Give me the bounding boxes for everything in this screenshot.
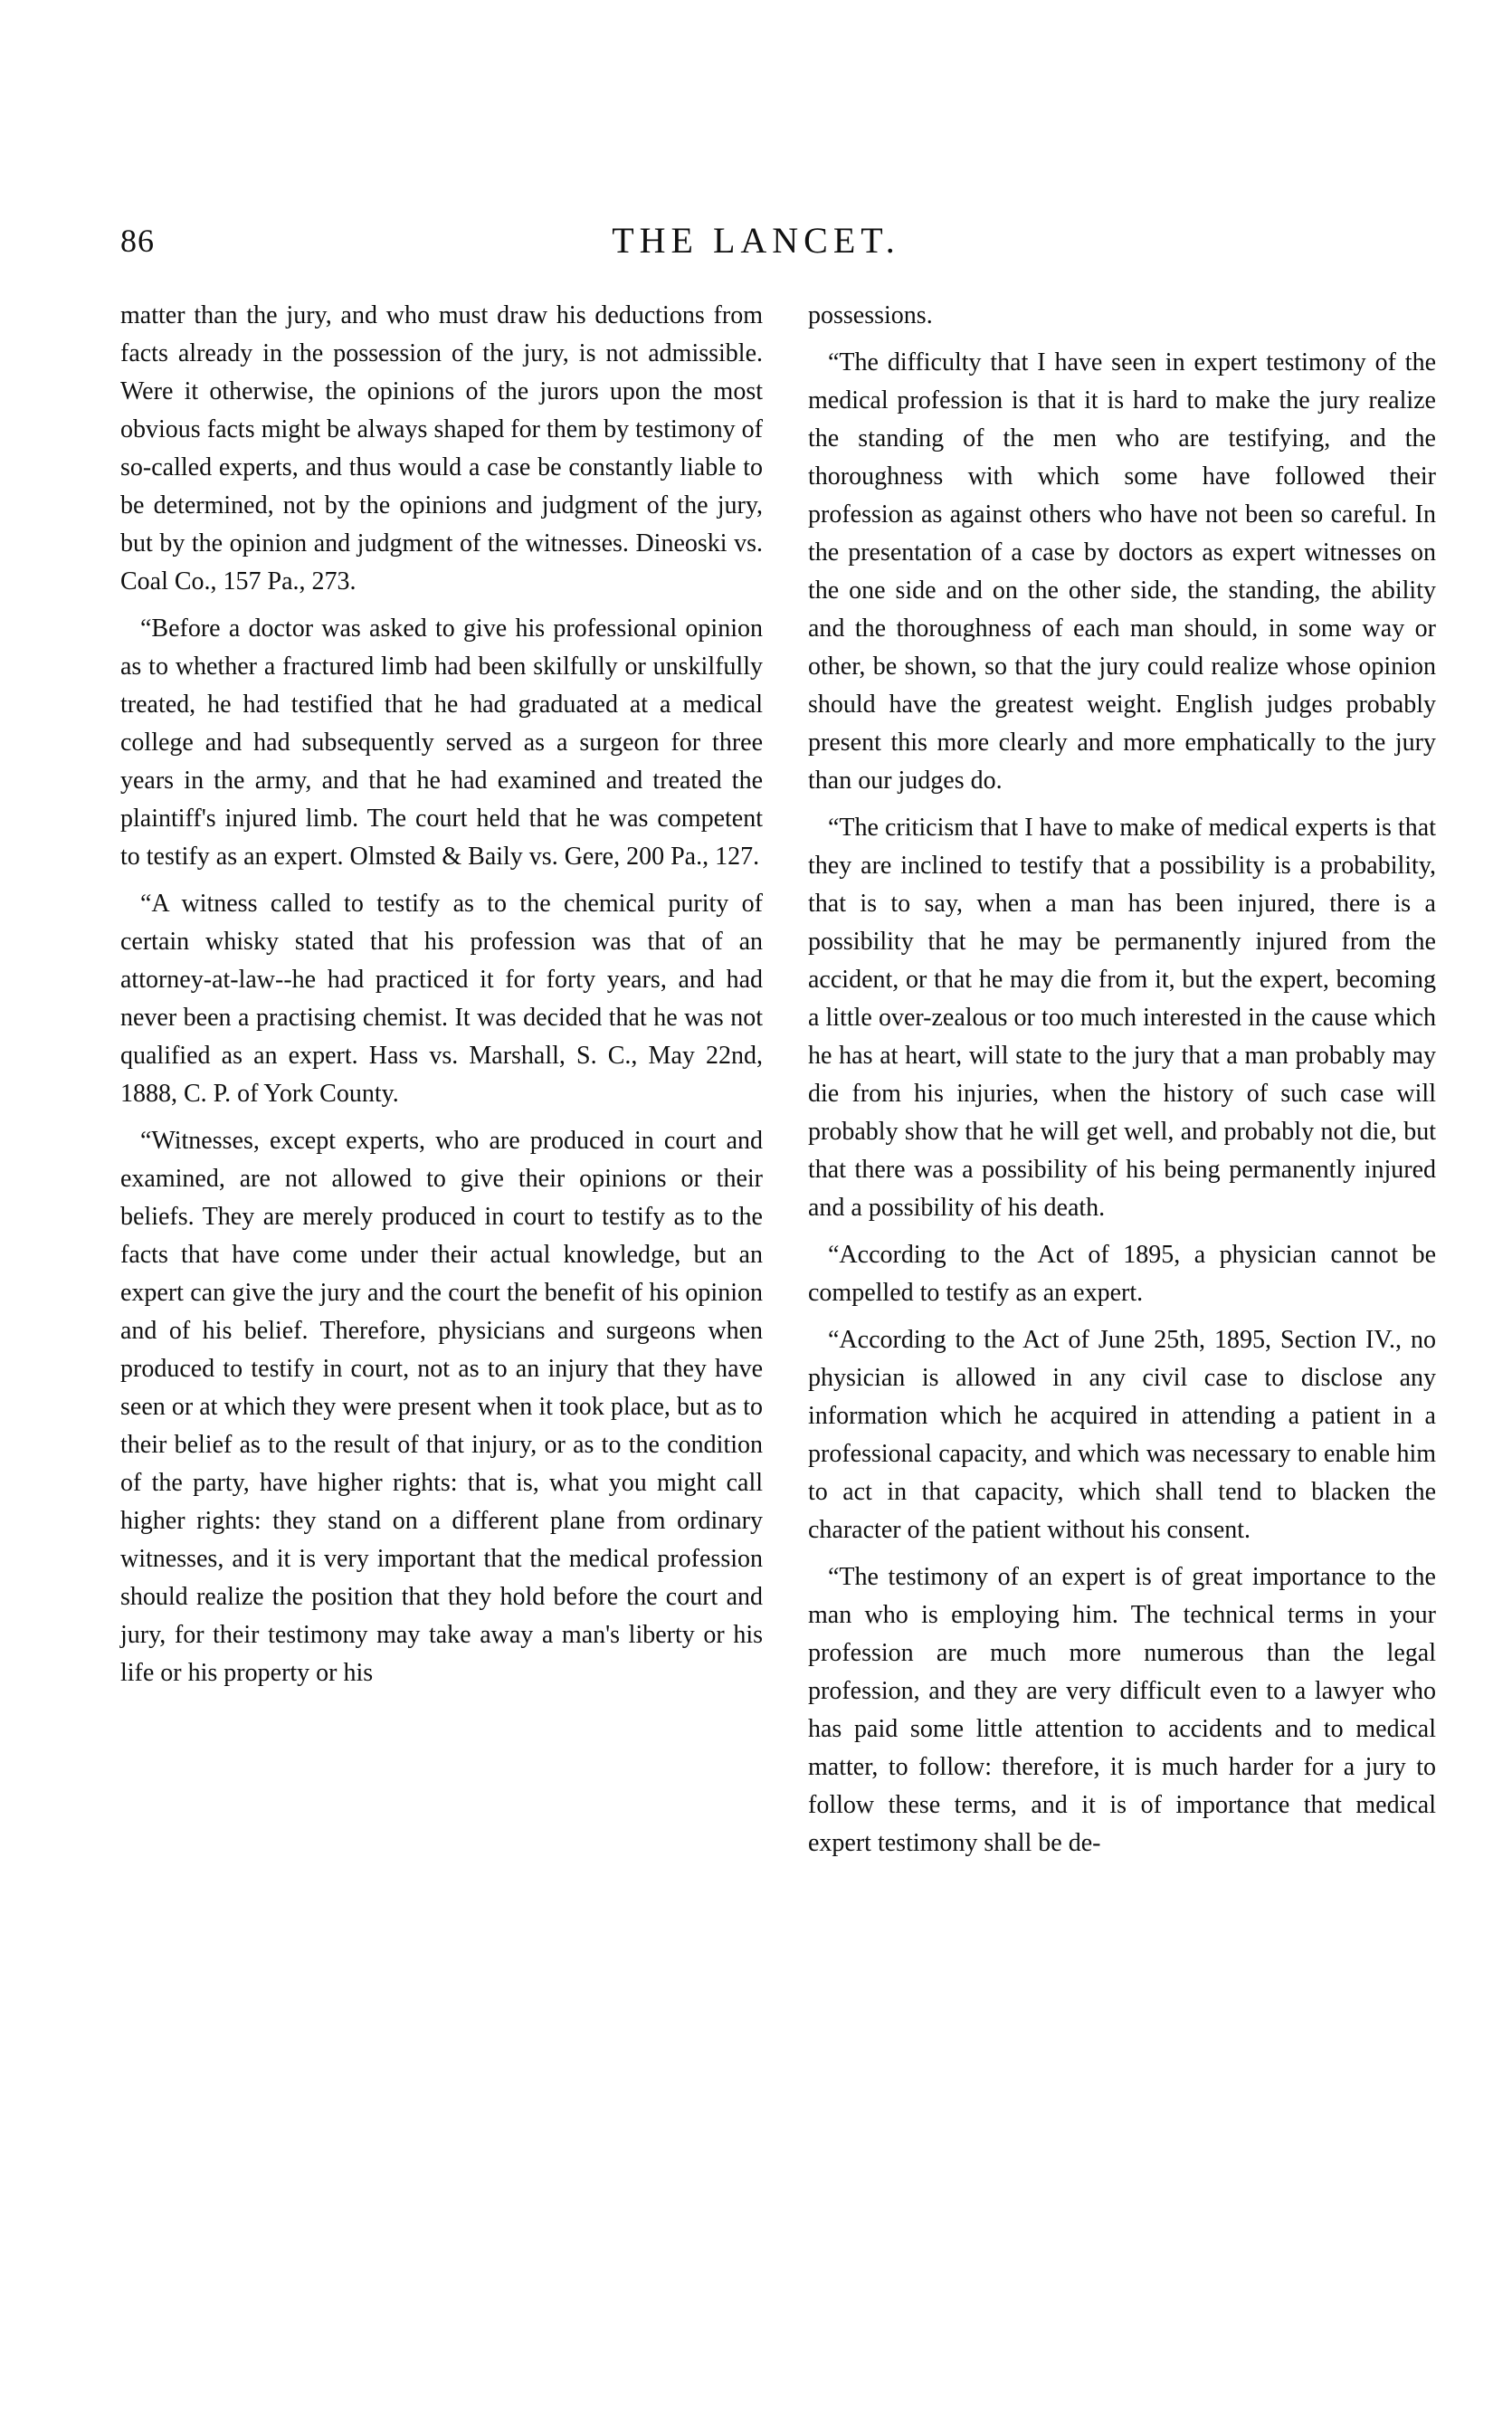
paragraph: “Before a doctor was asked to give his professional opinion as to whether a fractured limb had been skilfully or unskilfully treated, he had testified that he had graduated at a medical college and had subsequently served as a surgeon for three years in the army, and that he had examined and treated the plaintiff's injured limb. The court held that he was competent to testify as an expert. Olmsted & Baily vs. Gere, 200 Pa., 127. — [120, 615, 763, 871]
paragraph: possessions. — [808, 301, 933, 329]
paragraph: “According to the Act of 1895, a physician cannot be compelled to testify as an expert. — [808, 1241, 1436, 1307]
journal-title: THE LANCET. — [612, 220, 900, 261]
page-number: 86 — [120, 223, 155, 259]
paragraph: “According to the Act of June 25th, 1895, Section IV., no physician is allowed in any civil case to disclose any information which he acquired in attending a patient in a professional capacity, and which was necessary to enable him to act in that capacity, which shall tend to blacken the character of the patient without his consent. — [808, 1326, 1436, 1544]
paragraph: “A witness called to testify as to the chemical purity of certain whisky stated that his profession was that of an attorney-at-law--he had practiced it for forty years, and had never been a practising chemist. It was decided that he was not qualified as an expert. Hass vs. Marshall, S. C., May 22nd, 1888, C. P. of York County. — [120, 890, 763, 1108]
right-column — [808, 297, 1436, 1872]
paragraph: “The testimony of an expert is of great importance to the man who is employing him. The technical terms in your profession are much more numerous than the legal profession, and they are very difficult even to a lawyer who has paid some little attention to accidents and to medical matter, to follow: therefore, it is much harder for a jury to follow these terms, and it is of importance that medical expert testimony shall be de- — [808, 1563, 1436, 1857]
paragraph: “The criticism that I have to make of medical experts is that they are inclined to testify that a possibility is a probability, that is to say, when a man has been injured, there is a possibility that he may be permanently injured from the accident, or that he may die from it, but the expert, becoming a little over-zealous or too much interested in the cause which he has at heart, will state to the jury that a man probably may die from his injuries, when the history of such case will probably show that he will get well, and probably not die, but that there was a possibility of his being permanently injured and a possibility of his death. — [808, 814, 1436, 1222]
paragraph: “The difficulty that I have seen in expert testimony of the medical profession is that it is hard to make the jury realize the standing of the men who are testifying, and the thoroughness with which some have followed their profession as against others who have not been so careful. In the presentation of a case by doctors as expert witnesses on the one side and on the other side, the standing, the ability and the thoroughness of each man should, in some way or other, be shown, so that the jury could realize whose opinion should have the greatest weight. English judges probably present this more clearly and more emphatically to the jury than our judges do. — [808, 348, 1436, 795]
left-column — [120, 297, 763, 1701]
paragraph: matter than the jury, and who must draw his deductions from facts already in the possession of the jury, is not admissible. Were it otherwise, the opinions of the jurors upon the most obvious facts might be always shaped for them by testimony of so-called experts, and thus would a case be constantly liable to be determined, not by the opinions and judgment of the jury, but by the opinion and judgment of the witnesses. Dineoski vs. Coal Co., 157 Pa., 273. — [120, 301, 763, 595]
paragraph: “Witnesses, except experts, who are produced in court and examined, are not allowed to give their opinions or their beliefs. They are merely produced in court to testify as to the facts that have come under their actual knowledge, but an expert can give the jury and the court the benefit of his opinion and of his belief. Therefore, physicians and surgeons when produced to testify in court, not as to an injury that they have seen or at which they were present when it took place, but as to their belief as to the result of that injury, or as to the condition of the party, have higher rights: that is, what you might call higher rights: they stand on a different plane from ordinary witnesses, and it is very important that the medical profession should realize the position that they hold before the court and jury, for their testimony may take away a man's liberty or his life or his property or his — [120, 1127, 763, 1687]
